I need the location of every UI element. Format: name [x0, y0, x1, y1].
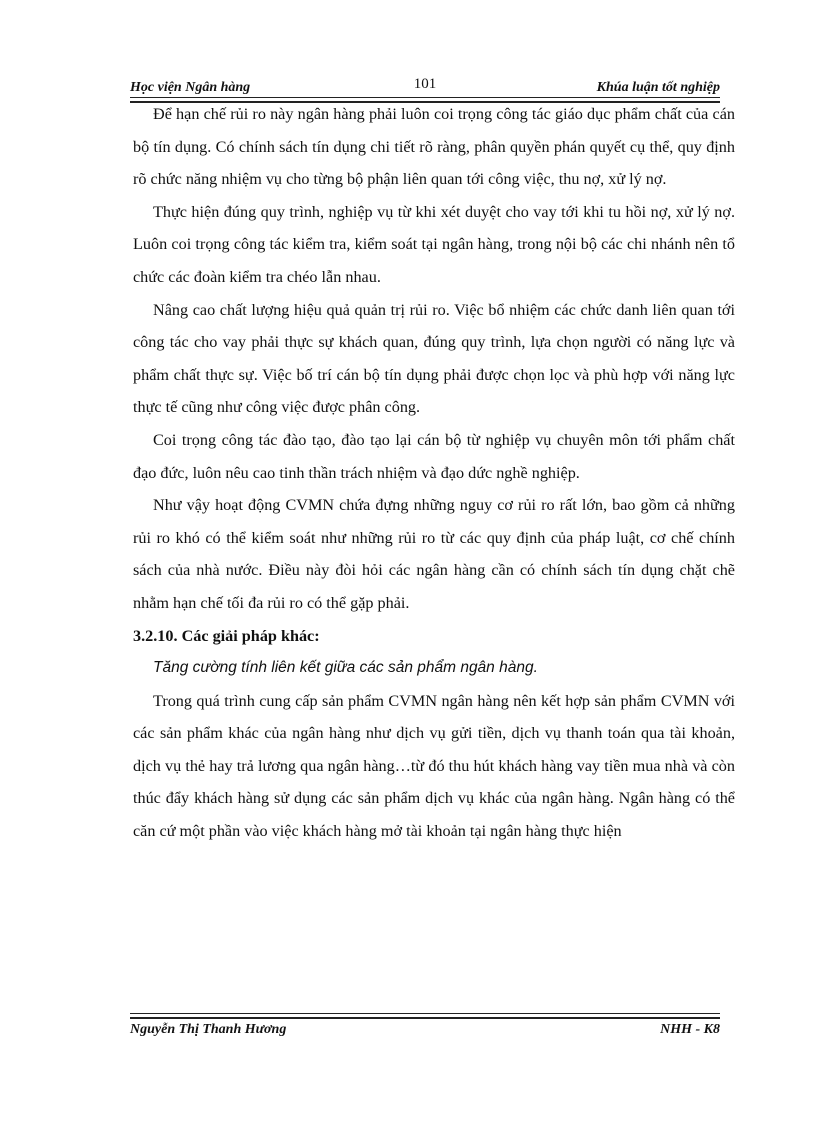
- footer-author: Nguyễn Thị Thanh Hương: [130, 1022, 287, 1037]
- footer-class: NHH - K8: [660, 1022, 720, 1037]
- page-content: [133, 98, 735, 848]
- header-doc-type: Khúa luận tốt nghiệp: [596, 80, 720, 95]
- header-institution: Học viện Ngân hàng: [130, 80, 251, 95]
- paragraph: Trong quá trình cung cấp sản phẩm CVMN ngân hàng nên kết hợp sản phẩm CVMN với các sản phẩm khác của ngân hàng như dịch vụ gửi tiền, dịch vụ thanh toán qua tài khoản, dịch vụ thẻ hay trả lương qua ngân hàng…từ đó thu hút khách hàng vay tiền mua nhà và còn thúc đẩy khách hàng sử dụng các sản phẩm dịch vụ khác của ngân hàng. Ngân hàng có thể căn cứ một phần vào việc khách hàng mở tài khoản tại ngân hàng thực hiện: [133, 691, 735, 841]
- paragraph: Coi trọng công tác đào tạo, đào tạo lại cán bộ từ nghiệp vụ chuyên môn tới phẩm chất đạo đức, luôn nêu cao tinh thần trách nhiệm và đạo dức nghề nghiệp.: [133, 430, 735, 482]
- paragraph: Nâng cao chất lượng hiệu quả quản trị rủi ro. Việc bổ nhiệm các chức danh liên quan tới công tác cho vay phải thực sự khách quan, đúng quy trình, lựa chọn người có năng lực và phẩm chất thực sự. Việc bố trí cán bộ tín dụng phải được chọn lọc và phù hợp với năng lực thực tế cũng như công việc được phân công.: [133, 300, 735, 417]
- paragraph: Như vậy hoạt động CVMN chứa đựng những nguy cơ rủi ro rất lớn, bao gồm cả những rủi ro khó có thể kiểm soát như những rủi ro từ các quy định của pháp luật, cơ chế chính sách của nhà nước. Điều này đòi hỏi các ngân hàng cần có chính sách tín dụng chặt chẽ nhằm hạn chế tối đa rủi ro có thể gặp phải.: [133, 496, 735, 612]
- paragraph: Để hạn chế rủi ro này ngân hàng phải luôn coi trọng công tác giáo dục phẩm chất của cán bộ tín dụng. Có chính sách tín dụng chi tiết rõ ràng, phân quyền phán quyết cụ thể, quy định rõ chức năng nhiệm vụ cho từng bộ phận liên quan tới công việc, thu nợ, xử lý nợ.: [133, 105, 735, 189]
- page-number: 101: [413, 76, 437, 92]
- footer-rule: [130, 1013, 720, 1019]
- section-subtitle: Tăng cường tính liên kết giữa các sản phẩm ngân hàng.: [153, 659, 538, 677]
- page-footer: [130, 1022, 720, 1046]
- section-heading: 3.2.10. Các giải pháp khác:: [133, 626, 320, 645]
- paragraph: Thực hiện đúng quy trình, nghiệp vụ từ khi xét duyệt cho vay tới khi tu hồi nợ, xử lý nợ. Luôn coi trọng công tác kiểm tra, kiểm soát tại ngân hàng, trong nội bộ các chi nhánh nên tổ chức các đoàn kiểm tra chéo lẫn nhau.: [133, 202, 735, 286]
